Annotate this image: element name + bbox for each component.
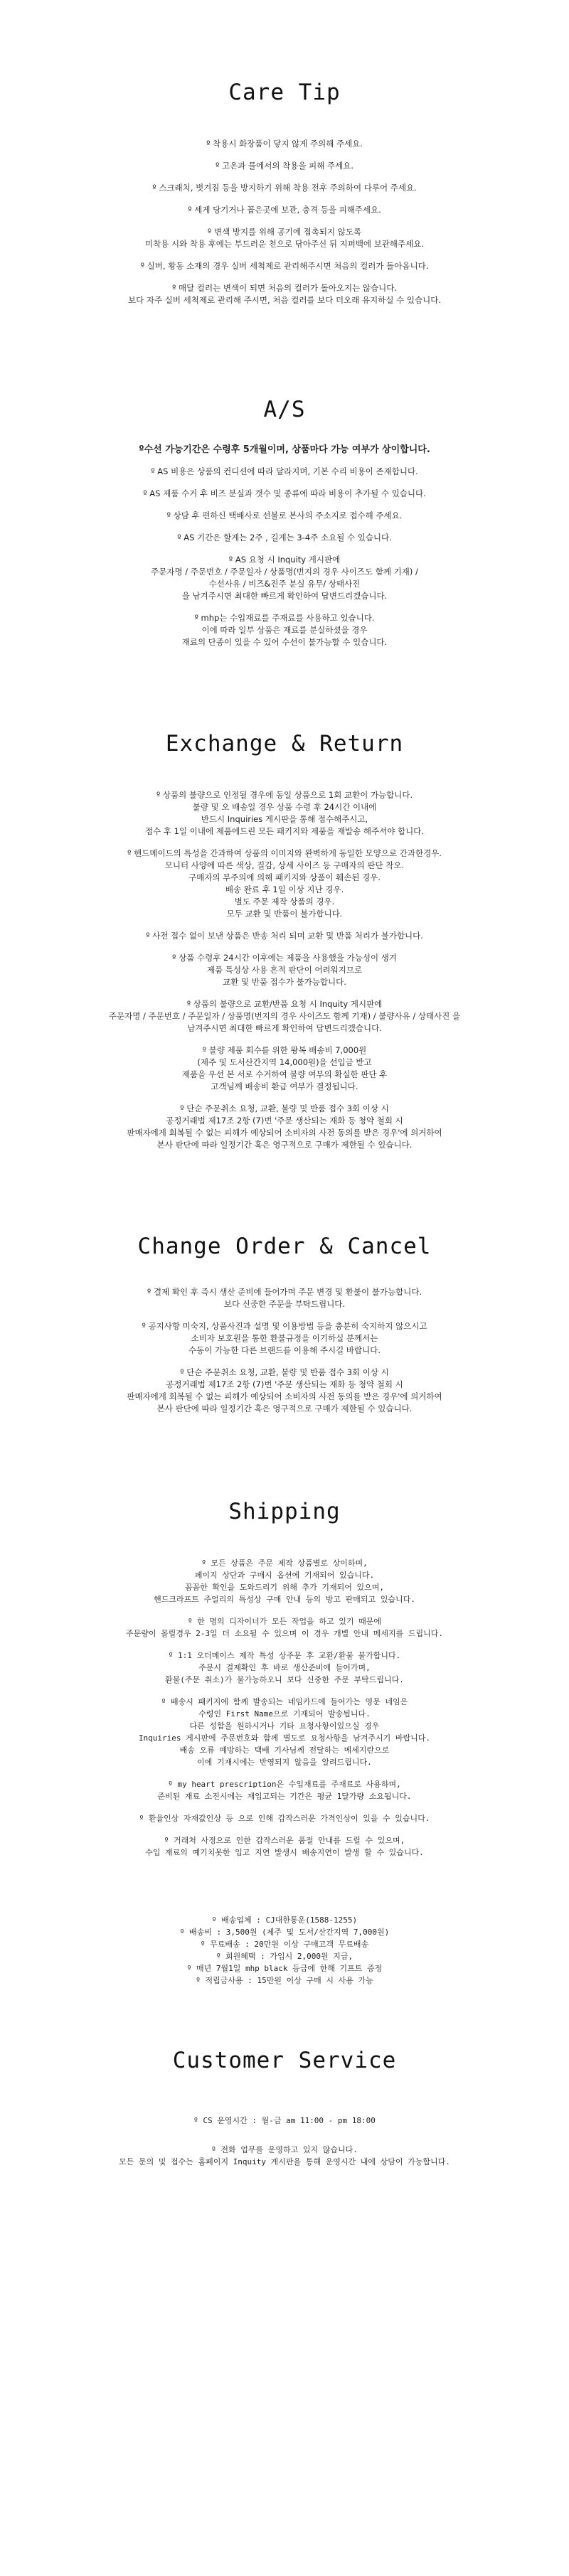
paragraph-line: 주문량이 몰릴경우 2-3일 더 소요될 수 있으며 이 경우 개별 안내 메세지를 드립니다. xyxy=(126,1629,443,1638)
paragraph xyxy=(0,1834,569,1859)
paragraph-line: 보다 자주 실버 세척제로 관리해 주시면, 처음 컬러를 보다 더오래 유지하실 수 있습니다. xyxy=(128,295,441,305)
paragraph-line: º 상품의 불량으로 인정될 경우에 동일 상품으로 1회 교환이 가능합니다. xyxy=(156,790,413,800)
paragraph xyxy=(0,466,569,478)
paragraph xyxy=(0,532,569,544)
paragraph-line: º 고온과 물에서의 착용을 피해 주세요. xyxy=(216,161,353,171)
paragraph xyxy=(0,952,569,988)
paragraph-line: º 착용시 화장품이 닿지 않게 주의해 주세요. xyxy=(206,139,363,149)
paragraph-line: º 실버, 황동 소재의 경우 실버 세척제로 관리해주시면 처음의 컬러가 돌아옵니다. xyxy=(140,261,429,271)
paragraph-line: º 단순 주문취소 요청, 교환, 불량 및 반품 접수 3회 이상 시 xyxy=(180,1103,389,1113)
paragraph-line: º 상품의 불량으로 교환/반품 요청 시 Inquity 게시판에 xyxy=(186,999,383,1009)
paragraph-line: 구매자의 부주의에 의해 패키지와 상품이 훼손된 경우. xyxy=(188,872,381,882)
paragraph-line: 모두 교환 및 반품이 불가합니다. xyxy=(226,909,343,919)
paragraph xyxy=(0,789,569,838)
info-line: º 무료배송 : 20만원 이상 구매고객 무료배송 xyxy=(200,1940,369,1949)
paragraph-line: º 세게 당기거나 꼽은곳에 보관, 충격 등을 피해주세요. xyxy=(188,205,381,215)
paragraph-line: 주문자명 / 주문번호 / 주문일자 / 상품명(번지의 경우 사이즈도 함께 기재) / xyxy=(151,567,418,577)
paragraph xyxy=(0,260,569,272)
paragraph-line: 별도 주문 제작 상품의 경우. xyxy=(234,897,335,907)
paragraph-line: º 상담 후 편하신 택배사로 선불로 본사의 주소지로 접수해 주세요. xyxy=(166,511,403,520)
paragraph-line: 수입 재료의 예기치못한 입고 지연 발생시 배송지연이 발생 할 수 있습니다. xyxy=(145,1848,424,1857)
paragraph-line: º 단순 주문취소 요청, 교환, 불량 및 반품 접수 3회 이상 시 xyxy=(180,1367,389,1377)
paragraph xyxy=(0,226,569,250)
care-tip-title: Care Tip xyxy=(228,80,341,105)
customer-service-title: Customer Service xyxy=(172,2048,397,2073)
paragraph xyxy=(0,1103,569,1151)
paragraph xyxy=(0,554,569,602)
paragraph xyxy=(0,998,569,1035)
change-order-paras xyxy=(0,1286,569,1415)
info-line: º 적립금사용 : 15만원 이상 구매 시 사용 가능 xyxy=(196,1976,373,1985)
paragraph-line: 공정거래법 제17조 2항 (7)번 '주문 생산되는 재화 등 청약 철회 시 xyxy=(166,1116,403,1126)
customer-service-section xyxy=(0,1997,569,2168)
paragraph-line: 배송 오류 예방하는 택배 기사님께 전달하는 메세지란으로 xyxy=(179,1746,390,1755)
paragraph-line: 주문자명 / 주문번호 / 주문일자 / 상품명(번지의 경우 사이즈도 함께 기재) / 불량사유 / 상태사진 을 xyxy=(108,1011,461,1021)
paragraph xyxy=(0,2144,569,2168)
paragraph xyxy=(0,160,569,172)
shipping-title: Shipping xyxy=(228,1499,341,1524)
as-lead-text: º수선 가능기간은 수령후 5개월이며, 상품마다 가능 여부가 상이합니다. xyxy=(139,444,430,455)
as-paras xyxy=(0,466,569,648)
paragraph-line: º 매달 컬러는 변색이 되면 처음의 컬러가 돌아오지는 않습니다. xyxy=(171,283,398,293)
exchange-title: Exchange & Return xyxy=(165,731,404,757)
paragraph-line: 다른 성함을 원하시거나 기타 요청사항이있으실 경우 xyxy=(189,1721,380,1731)
paragraph xyxy=(0,510,569,522)
paragraph-line: º 변색 방지를 위해 공기에 접촉되지 않도록 xyxy=(207,227,362,237)
paragraph-line: 판매자에게 회복될 수 없는 피해가 예상되어 소비자의 사전 동의를 받은 경우'에 의거하여 xyxy=(127,1391,442,1401)
change-order-title: Change Order & Cancel xyxy=(137,1234,432,1259)
paragraph-line: º 상품 수령후 24시간 이후에는 제품을 사용했을 가능성이 생겨 xyxy=(172,953,397,963)
paragraph-line: 소비자 보호원을 통한 환불규정을 이기하실 분께서는 xyxy=(191,1333,378,1343)
paragraph-line: º 거래처 사정으로 인한 갑작스러운 품절 안내를 드릴 수 있으며, xyxy=(164,1836,405,1845)
paragraph-line: 수선사유 / 비즈&진주 분실 유무/ 상태사진 xyxy=(208,579,361,589)
as-section xyxy=(0,316,569,648)
customer-service-paras xyxy=(0,2144,569,2168)
paragraph xyxy=(0,1286,569,1310)
info-line: º 배송비 : 3,500원 (제주 및 도서/산간지역 7,000원) xyxy=(179,1928,390,1937)
paragraph-line: º 전화 업무를 운영하고 있지 않습니다. xyxy=(211,2145,358,2154)
paragraph-line: º AS 비용은 상품의 컨디션에 따라 달라지며, 기본 수리 비용이 존재합니다. xyxy=(151,466,418,476)
paragraph-line: 수령인 First Name으로 기재되어 발송됩니다. xyxy=(198,1709,371,1719)
paragraph xyxy=(0,282,569,306)
paragraph-line: 본사 판단에 따라 일정기간 혹은 영구적으로 구매가 제한될 수 있습니다. xyxy=(156,1140,413,1150)
paragraph xyxy=(0,848,569,920)
care-tip-section xyxy=(0,0,569,306)
paragraph-line: º 불량 제품 회수를 위한 왕복 배송비 7,000원 xyxy=(202,1045,367,1055)
paragraph-line: 제품 특성상 사용 흔적 판단이 어려워지므로 xyxy=(206,965,363,975)
paragraph-line: º 모든 상품은 주문 제작 상품별로 상이하며, xyxy=(201,1559,368,1568)
paragraph-line: º 환율인상 자재값인상 등 으로 인해 갑작스러운 가격인상이 있을 수 있습니다. xyxy=(139,1814,430,1823)
change-order-section xyxy=(0,1161,569,1415)
paragraph-line: 모든 문의 및 접수는 홈페이지 Inquity 게시판을 통해 운영시간 내에 상담이 가능합니다. xyxy=(119,2157,450,2166)
paragraph-line: 보다 신중한 주문을 부탁드립니다. xyxy=(223,1299,346,1309)
paragraph-line: 남겨주시면 최대한 빠르게 확인하여 답변드리겠습니다. xyxy=(187,1023,382,1033)
paragraph-line: (제주 및 도서산간지역 14,000원)을 선입금 받고 xyxy=(197,1057,372,1067)
cs-hours xyxy=(0,2115,569,2127)
as-lead xyxy=(0,444,569,456)
paragraph-line: 공정거래법 제17조 2항 (7)번 '주문 생산되는 재화 등 청약 철회 시 xyxy=(166,1379,403,1389)
paragraph-line: 꼼꼼한 확인을 도와드리기 위해 추가 기재되어 있으며, xyxy=(184,1583,385,1592)
paragraph xyxy=(0,1367,569,1415)
paragraph xyxy=(0,930,569,942)
paragraph xyxy=(0,488,569,500)
paragraph xyxy=(0,1044,569,1093)
paragraph-line: º 핸드메이드의 특성을 간과하여 상품의 이미지와 완벽하게 동일한 모양으로 간과한경우. xyxy=(127,848,442,858)
paragraph-line: 준비된 재료 소진시에는 재입고되는 기간은 평균 1달가량 소요됩니다. xyxy=(157,1792,412,1801)
paragraph xyxy=(0,204,569,216)
paragraph-line: 불량 및 오 배송일 경우 상품 수령 후 24시간 이내에 xyxy=(192,802,377,812)
paragraph-line: 환불(주문 취소)가 불가능하오니 보다 신중한 주문 부탁드립니다. xyxy=(165,1675,404,1684)
paragraph-line: º 한 명의 디자이너가 모든 작업을 하고 있기 때문에 xyxy=(187,1617,382,1626)
info-line: º 배송업체 : CJ대한통운(1588-1255) xyxy=(211,1915,358,1925)
paragraph-line: 을 남겨주시면 최대한 빠르게 확인하여 답변드리겠습니다. xyxy=(181,591,388,601)
paragraph xyxy=(0,1696,569,1768)
paragraph-line: 배송 완료 후 1일 이상 지난 경우. xyxy=(225,885,344,894)
paragraph-line: 접수 후 1일 이내에 제품에드린 모든 패키지와 제품을 재발송 해주셔야 합니다. xyxy=(145,826,424,836)
care-tip-paras xyxy=(0,138,569,306)
paragraph-line: 교환 및 반품 접수가 불가능합니다. xyxy=(223,977,346,987)
paragraph-line: º 결제 확인 후 즉시 생산 준비에 들어가며 주문 변경 및 환불이 불가능합니다. xyxy=(147,1287,422,1297)
paragraph-line: º my heart prescription은 수입재료를 주재료로 사용하며, xyxy=(168,1780,401,1789)
exchange-paras xyxy=(0,789,569,1151)
info-line: º 회원혜택 : 가입시 2,000원 지급, xyxy=(216,1952,353,1961)
paragraph-line: º AS 제품 수거 후 비즈 분실과 갯수 및 종류에 따라 비용이 추가될 수 있습니다. xyxy=(143,488,426,498)
paragraph xyxy=(0,138,569,150)
paragraph-line: º 배송시 패키지에 함께 발송되는 네임카드에 들어가는 영문 네임은 xyxy=(161,1697,408,1706)
paragraph-line: 제품을 우선 본 서로 수거하여 불량 여부의 확실한 판단 후 xyxy=(181,1069,388,1079)
cs-hours-text: º CS 운영시간 : 월-금 am 11:00 - pm 18:00 xyxy=(193,2116,376,2125)
paragraph-line: 수동이 가능한 다른 브랜드를 이용해 주시길 바랍니다. xyxy=(188,1345,381,1355)
paragraph-line: º 스크래치, 벗겨짐 등을 방지하기 위해 착용 전후 주의하여 다루어 주세요. xyxy=(152,183,417,193)
paragraph-line: 재료의 단종이 있을 수 있어 수선이 불가능할 수 있습니다. xyxy=(181,637,388,647)
shipping-paras xyxy=(0,1557,569,1859)
paragraph-line: 반드시 Inquiries 게시판을 통해 접수해주시고, xyxy=(201,814,368,824)
paragraph-line: 본사 판단에 따라 일정기간 혹은 영구적으로 구매가 제한될 수 있습니다. xyxy=(156,1404,413,1413)
paragraph-line: º 공지사항 미숙지, 상품사진과 설명 및 이용방법 등을 충분히 숙지하지 않으시고 xyxy=(142,1321,427,1331)
paragraph-line: 핸드크라프트 주얼리의 특성상 구매 안내 등의 방고 판매되고 있습니다. xyxy=(154,1595,415,1604)
paragraph-line: 주문시 결제확인 후 바로 생산준비에 들어가며, xyxy=(198,1663,371,1672)
paragraph-line: 이에 따라 일부 상품은 재료를 분실하셨을 경우 xyxy=(201,625,368,635)
paragraph xyxy=(0,612,569,648)
paragraph xyxy=(0,1812,569,1824)
paragraph-line: 미착용 시와 착용 후에는 부드러운 천으로 닦아주신 뒤 지퍼백에 보관해주세요. xyxy=(144,239,425,249)
exchange-section xyxy=(0,658,569,1151)
paragraph-line: º 1:1 오더메이스 제작 특성 상주문 후 교환/환불 불가합니다. xyxy=(168,1651,401,1660)
paragraph xyxy=(0,1615,569,1640)
paragraph-line: 판매자에게 회복될 수 없는 피해가 예상되어 소비자의 사전 동의를 받은 경우'에 의거하여 xyxy=(127,1128,442,1138)
paragraph-line: º AS 기간은 할게는 2주 , 길게는 3-4주 소요될 수 있습니다. xyxy=(177,533,392,543)
as-title: A/S xyxy=(263,397,306,422)
paragraph-line: º AS 요청 시 Inquity 게시판에 xyxy=(228,555,341,565)
paragraph xyxy=(0,1320,569,1357)
paragraph-line: 고객님께 배송비 환급 여부가 결정됩니다. xyxy=(211,1081,358,1091)
paragraph-line: º 사전 접수 없이 보낸 상품은 반송 처리 되며 교환 및 반품 처리가 불가합니다. xyxy=(146,931,423,941)
paragraph-line: Inquiries 게시판에 주문번호와 함께 별도로 요청사항을 남겨주시기 바랍니다. xyxy=(138,1733,431,1743)
paragraph xyxy=(0,1778,569,1802)
shipping-info xyxy=(0,1914,569,1987)
paragraph-line: º mhp는 수입재료를 주재료를 사용하고 있습니다. xyxy=(194,613,375,623)
paragraph-line: 이에 기재시에는 반영되지 않음을 알려드립니다. xyxy=(197,1758,372,1767)
shipping-section xyxy=(0,1425,569,1987)
info-line: º 매년 7월1일 mhp black 등급에 한해 기프트 증정 xyxy=(186,1964,383,1973)
paragraph-line: 모니터 사양에 따른 색상, 질감, 상세 사이즈 등 구매자의 판단 착오. xyxy=(164,860,405,870)
paragraph xyxy=(0,182,569,194)
paragraph xyxy=(0,1650,569,1686)
paragraph-line: 페이지 상단과 구매시 옵션에 기재되어 있습니다. xyxy=(194,1571,375,1580)
paragraph xyxy=(0,1557,569,1605)
